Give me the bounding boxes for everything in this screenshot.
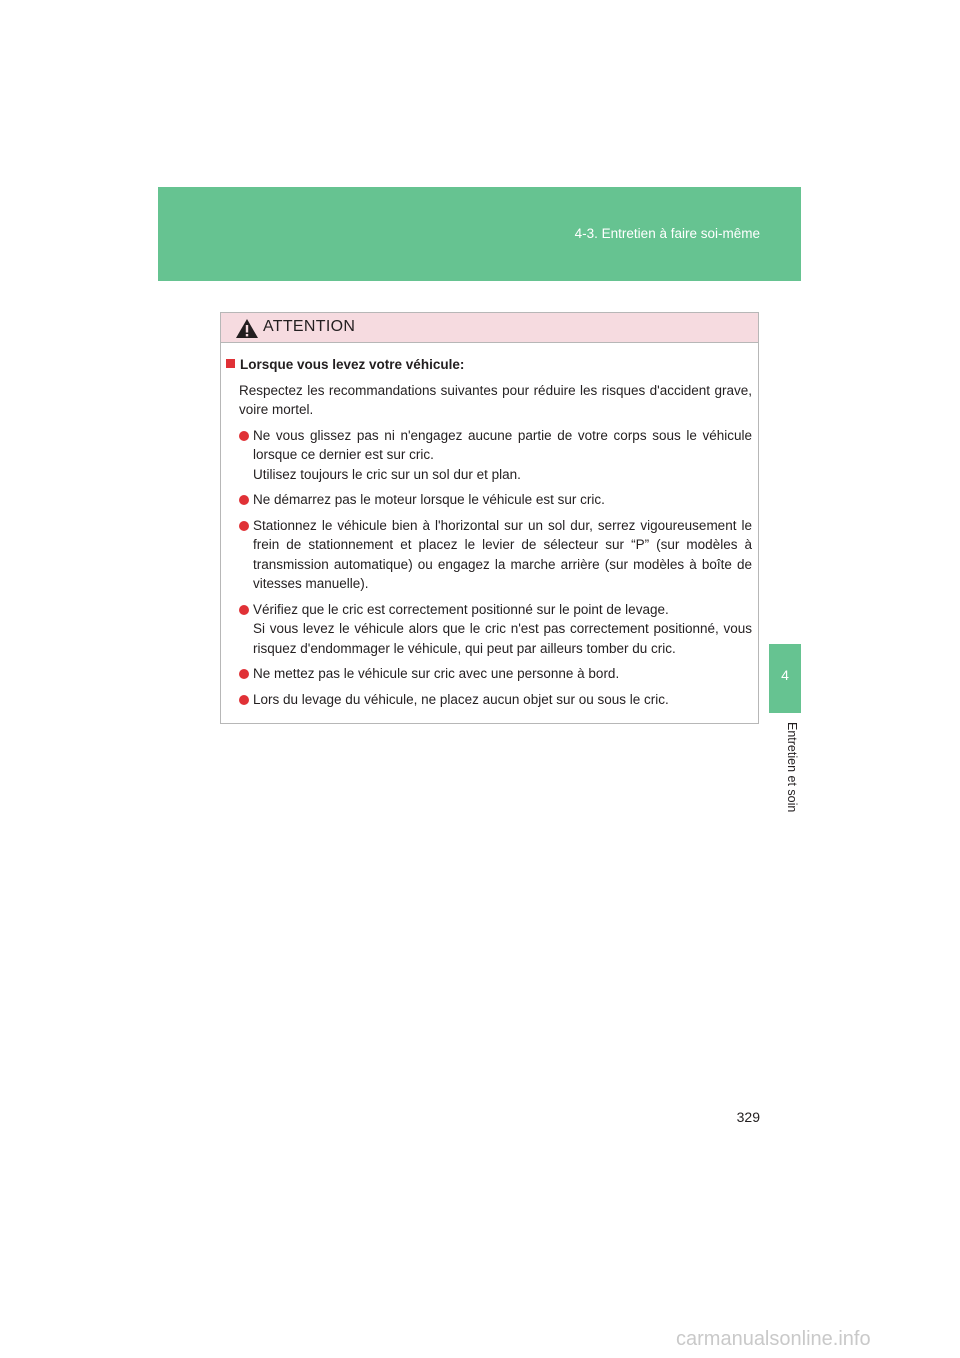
caution-title: ATTENTION: [263, 318, 356, 335]
square-bullet-icon: [226, 359, 235, 368]
chapter-tab: [769, 644, 801, 713]
round-bullet-icon: [239, 495, 249, 505]
round-bullet-icon: [239, 605, 249, 615]
round-bullet-icon: [239, 695, 249, 705]
caution-item-text: Lors du levage du véhicule, ne placez aucun objet sur ou sous le cric.: [253, 691, 669, 707]
caution-heading-text: Lorsque vous levez votre véhicule:: [240, 357, 465, 372]
caution-box: [220, 312, 759, 724]
caution-item: [226, 690, 752, 710]
caution-item-text: Utilisez toujours le cric sur un sol dur et plan.: [253, 466, 521, 482]
caution-item: [226, 664, 752, 684]
caution-item-text: Ne vous glissez pas ni n'engagez aucune partie de votre corps sous le véhicule lorsque ce dernier est sur cric.: [253, 427, 752, 462]
caution-item-text: Stationnez le véhicule bien à l'horizontal sur un sol dur, serrez vigoureusement le frein de stationnement et placez le levier de sélecteur sur “P” (sur modèles à transmission automatique) ou engagez la marche arrière (sur modèles à boîte de vitesses manuelle).: [253, 517, 752, 591]
caution-item-text: Ne démarrez pas le moteur lorsque le véhicule est sur cric.: [253, 492, 605, 507]
caution-item: [226, 426, 752, 485]
warning-triangle-icon: [235, 318, 259, 339]
round-bullet-icon: [239, 669, 249, 679]
round-bullet-icon: [239, 431, 249, 441]
page-number: 329: [736, 1109, 760, 1125]
header-band: [158, 187, 801, 281]
caution-item: [226, 516, 752, 594]
watermark: carmanualsonline.info: [676, 1328, 871, 1350]
caution-item-text: Si vous levez le véhicule alors que le cric n'est pas correctement positionné, vous risquez d'endommager le véhicule, qui peut par ailleurs tomber du cric.: [253, 621, 752, 656]
caution-item: [226, 490, 752, 510]
chapter-label: Entretien et soin: [785, 722, 799, 813]
round-bullet-icon: [239, 521, 249, 531]
caution-item: [226, 600, 752, 659]
caution-intro: Respectez les recommandations suivantes pour réduire les risques d'accident grave, voire mortel.: [239, 382, 752, 417]
caution-body: [221, 343, 758, 709]
section-title: 4-3. Entretien à faire soi-même: [574, 226, 760, 241]
caution-heading: [226, 355, 752, 375]
caution-item-text: Vérifiez que le cric est correctement positionné sur le point de levage.: [253, 601, 669, 617]
caution-item-text: Ne mettez pas le véhicule sur cric avec une personne à bord.: [253, 666, 620, 681]
chapter-number: 4: [781, 667, 789, 683]
caution-header: [221, 313, 758, 343]
